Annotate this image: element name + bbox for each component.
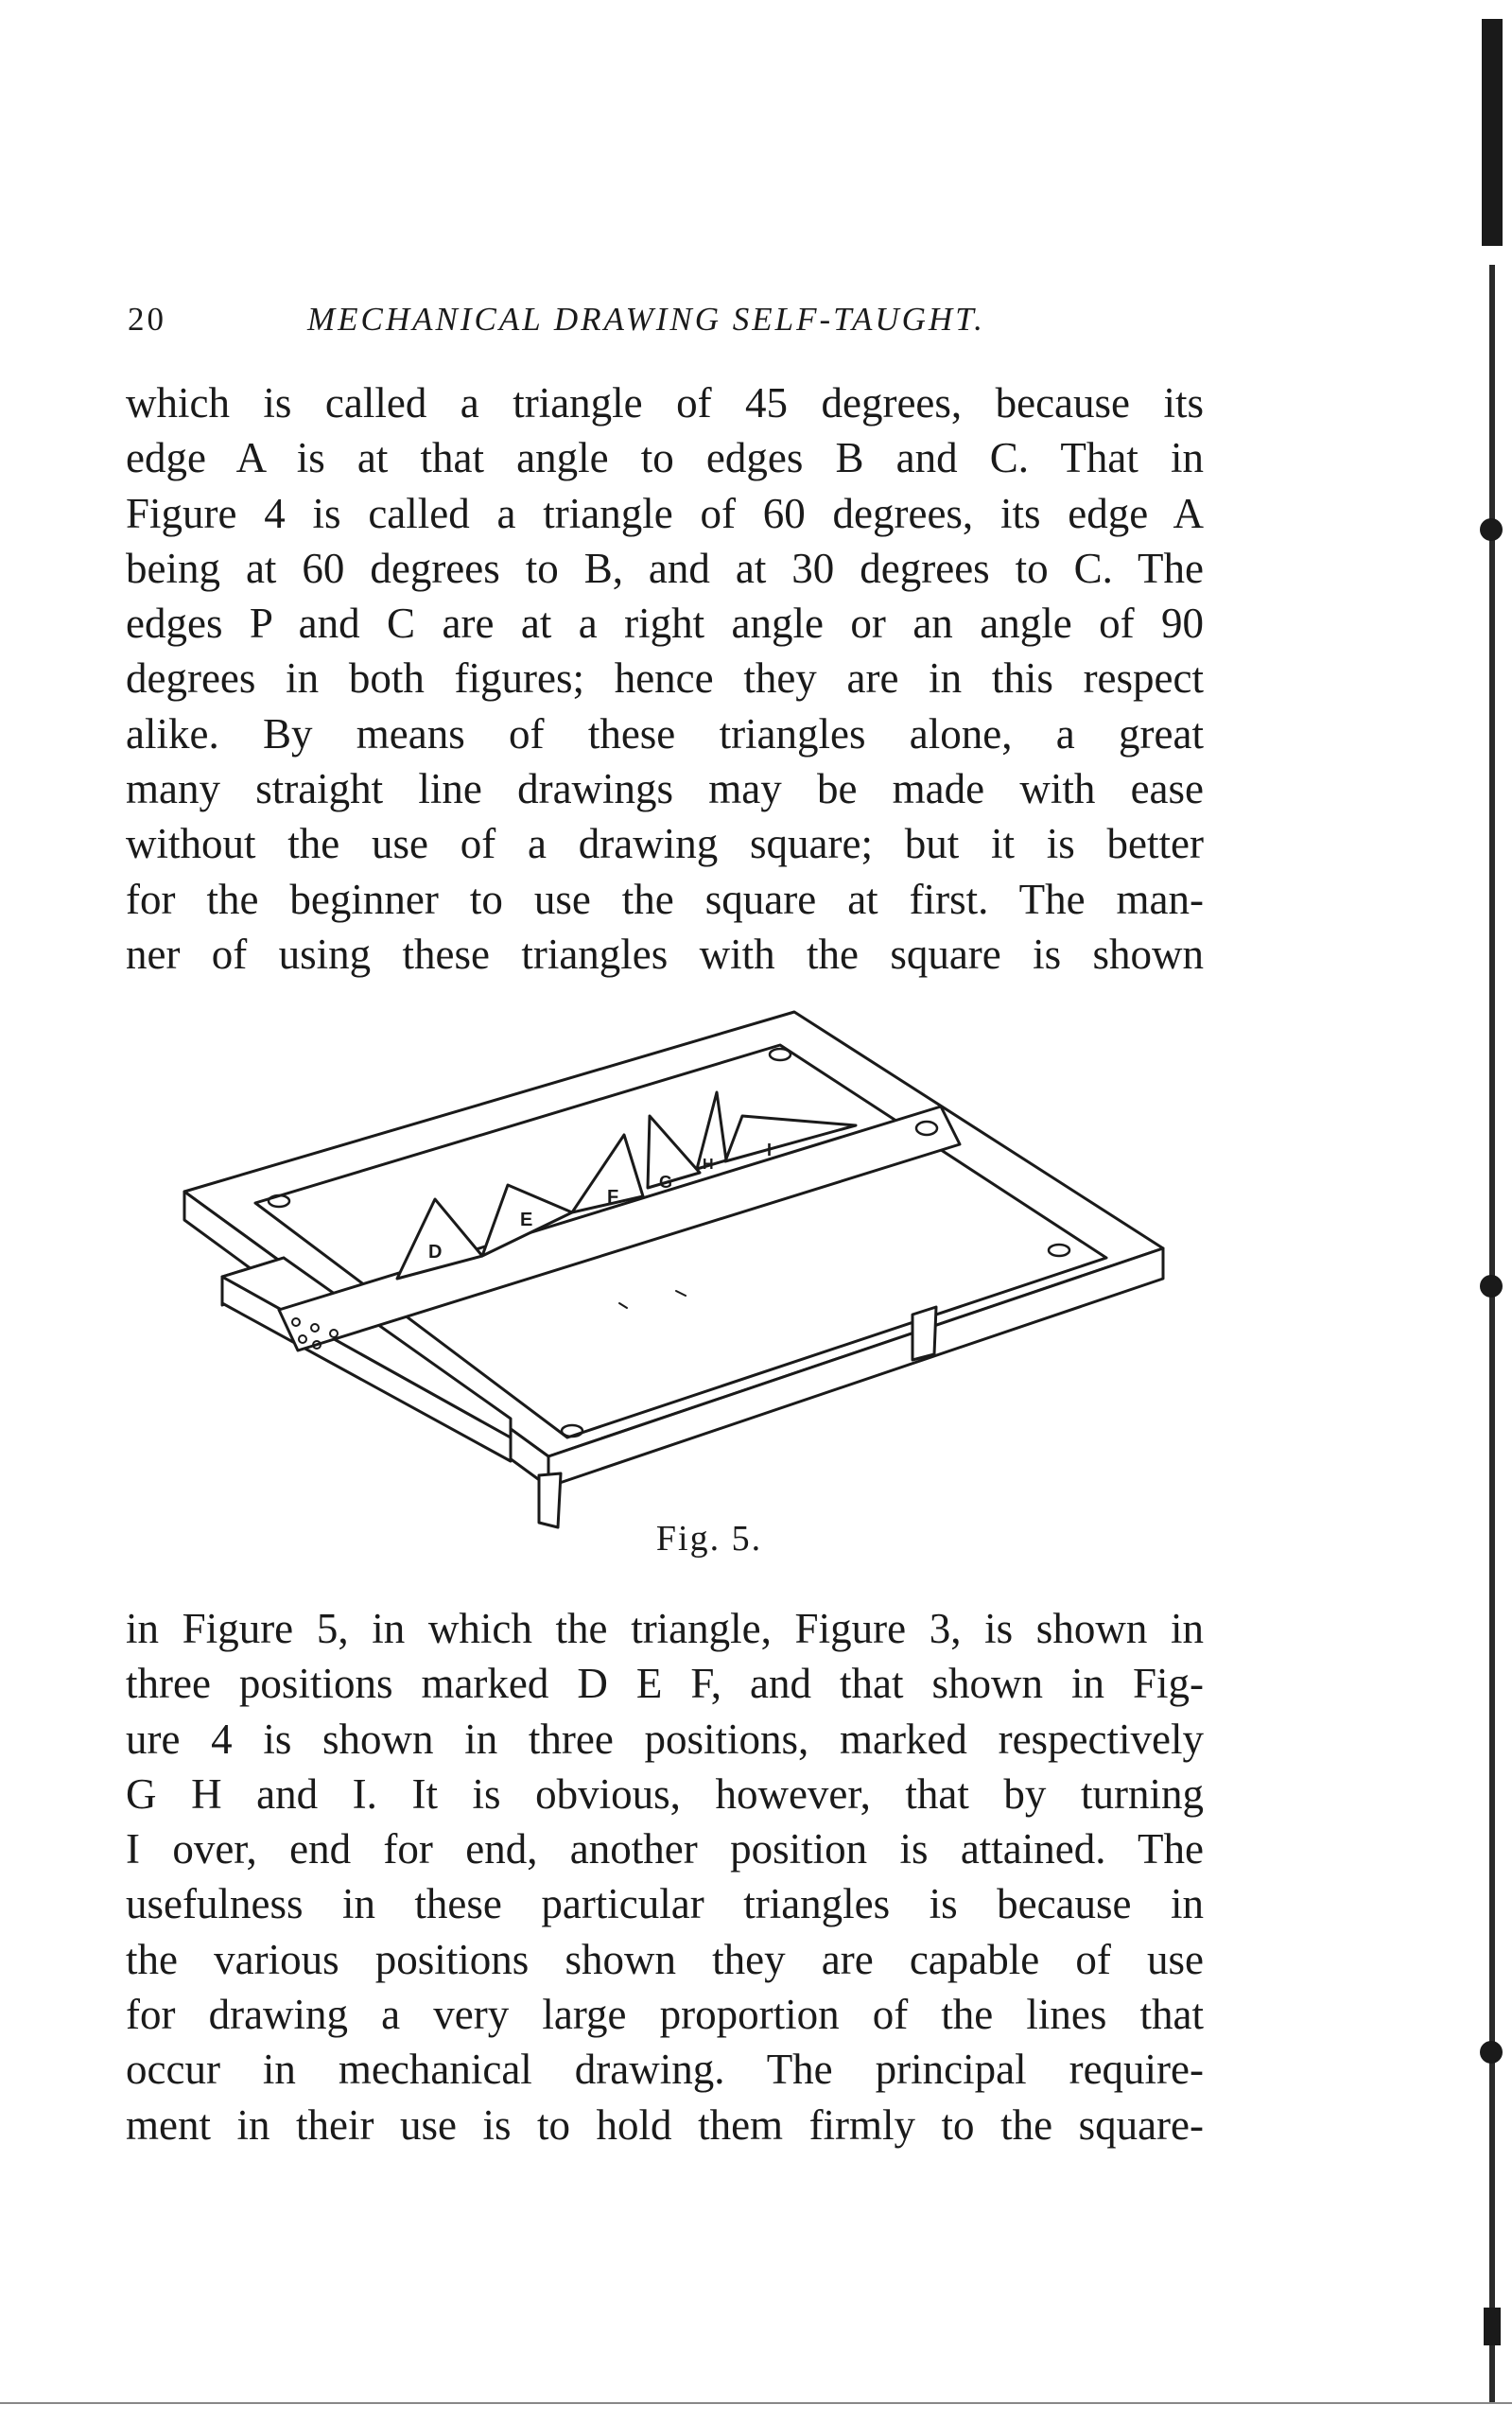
text-line: edge A is at that angle to edges B and C. That in [126,434,1204,482]
text-line: being at 60 degrees to B, and at 30 degrees to C. The [126,544,1204,592]
board-leg-front [539,1473,561,1527]
triangle-label-g: G [659,1173,673,1192]
text-line: ure 4 is shown in three positions, marked respectively [126,1715,1204,1763]
text-line: without the use of a drawing square; but it is better [126,820,1204,868]
text-line: usefulness in these particular triangles is because in [126,1880,1204,1928]
page-bottom-edge [0,2402,1512,2404]
binding-edge [1442,0,1512,2422]
text-line: G H and I. It is obvious, however, that by turning [126,1769,1204,1818]
board-leg-right [912,1307,936,1360]
figure-5-drawing-board [175,1002,1177,1532]
text-line: degrees in both figures; hence they are in this respect [126,654,1204,703]
text-line: edges P and C are at a right angle or an angle of 90 [126,600,1204,648]
paragraph-2 [126,1601,1204,2152]
figure-caption: Fig. 5. [655,1519,763,1559]
text-line: ment in their use is to hold them firmly to the square- [126,2100,1204,2149]
running-head [128,301,1206,348]
triangle-label-h: H [703,1157,714,1173]
text-line: Figure 4 is called a triangle of 60 degrees, its edge A [126,489,1204,537]
paragraph-1 [126,375,1204,982]
text-line: for the beginner to use the square at first. The man- [126,875,1204,923]
text-line: occur in mechanical drawing. The principal require- [126,2046,1204,2094]
text-line: three positions marked D E F, and that shown in Fig- [126,1660,1204,1708]
text-line: alike. By means of these triangles alone, a great [126,709,1204,758]
text-line: I over, end for end, another position is attained. The [126,1825,1204,1873]
page-number: 20 [128,301,166,338]
running-title: MECHANICAL DRAWING SELF-TAUGHT. [307,301,985,338]
text-line: for drawing a very large proportion of the lines that [126,1991,1204,2039]
text-line: in Figure 5, in which the triangle, Figure 3, is shown in [126,1605,1204,1652]
triangle-label-f: F [607,1187,619,1208]
triangle-label-e: E [520,1210,533,1230]
text-line: which is called a triangle of 45 degrees, because its [126,379,1204,427]
triangle-label-i: I [767,1141,773,1159]
drawing-board-illustration [175,1002,1177,1532]
text-line: many straight line drawings may be made with ease [126,765,1204,813]
triangle-label-d: D [428,1242,443,1263]
text-line: ner of using these triangles with the square is shown [126,930,1204,978]
text-line: the various positions shown they are capable of use [126,1935,1204,1983]
